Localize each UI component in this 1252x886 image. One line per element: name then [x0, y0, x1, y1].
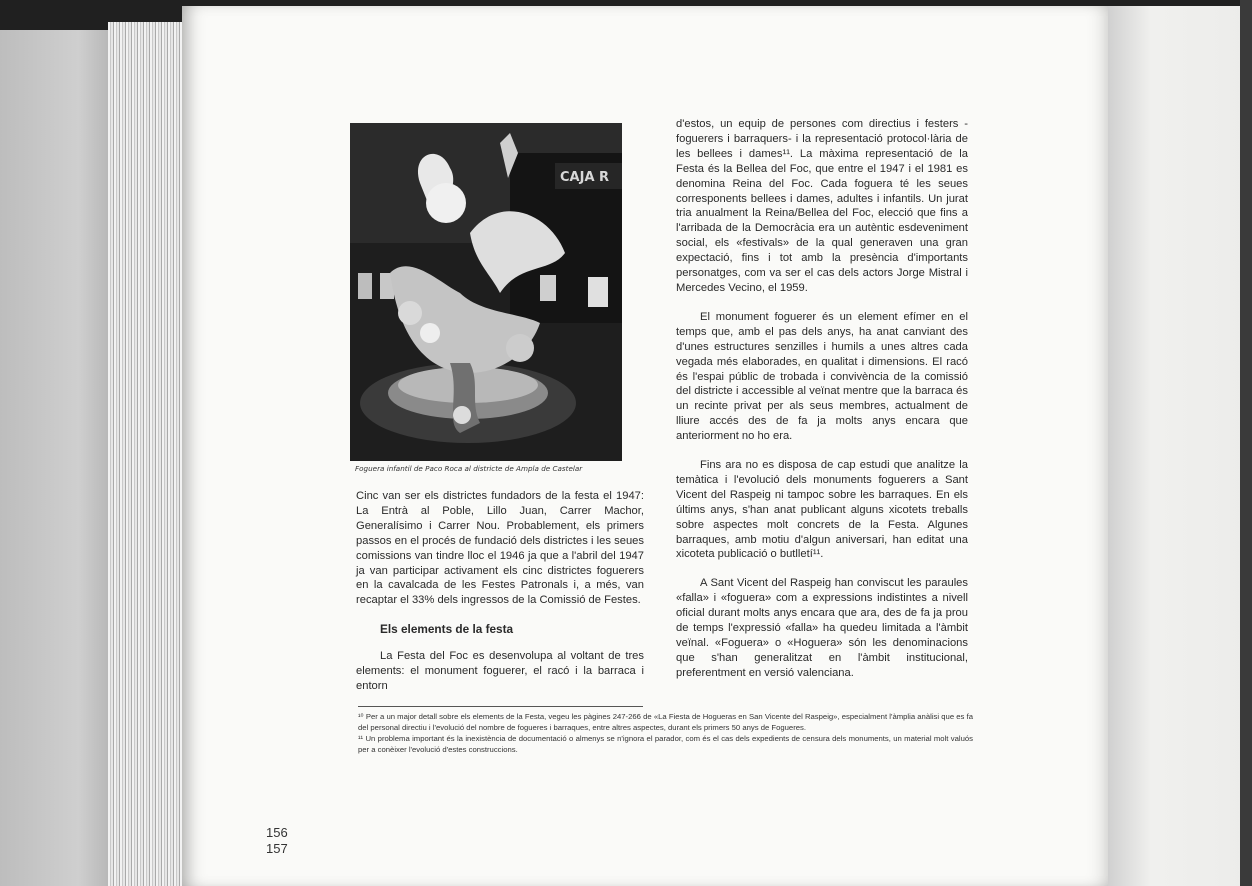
right-column: [676, 117, 968, 681]
foguera-photo: [350, 123, 622, 461]
page-number-left: 156: [266, 825, 288, 840]
left-column: [356, 489, 644, 694]
sign-text: CAJA R: [560, 170, 610, 185]
page-number-right: 157: [266, 841, 288, 856]
paragraph: Cinc van ser els districtes fundadors de la festa el 1947: La Entrà al Poble, Lillo Juan, Carrer Machor, Generalísimo i Carrer Nou. Probablement, els primers passos en el procés de fundació dels districtes i les seues comissions van tindre lloc el 1946 ja que a l'abril del 1947 ja van participar activament els cinc districtes foguerers en la cavalcada de les Festes Patronals i, a més, van recaptar el 33% dels ingressos de la Comissió de Festes.: [356, 490, 644, 607]
background-right: [1240, 0, 1252, 886]
footnote-10: ¹⁰ Per a un major detall sobre els elements de la Festa, vegeu les pàgines 247-266 de «La Fiesta de Hogueras en San Vicente del Raspeig», especialment l'àmplia anàlisi que es fa del personal directiu i l'evolució del nombre de fogueres i barraques, entre altres aspectes, durant els primers 50 anys de Fogueres.: [358, 712, 973, 732]
paragraph: A Sant Vicent del Raspeig han conviscut les paraules «falla» i «foguera» com a expressions indistintes a nivell oficial durant molts anys encara que ara, des de fa ja prou de temps l'expressió «falla» ha quedeu limitada a l'àmbit veïnal. «Foguera» o «Hoguera» són les denominacions que s'han generalitzat en l'àmbit institucional, preferentment en versió valenciana.: [676, 577, 968, 679]
paragraph: Fins ara no es disposa de cap estudi que analitze la temàtica i l'evolució dels monuments foguerers a Sant Vicent del Raspeig ni tampoc sobre les barraques. En els últims anys, s'han anat publicant alguns xicotets treballs sobre aspectes molt concrets de la Festa. Algunes barraques, amb motiu d'algun aniversari, han editat una xicoteta publicació o butlletí¹¹.: [676, 459, 968, 561]
right-page: [1108, 6, 1252, 886]
left-page: [0, 30, 112, 886]
footnote-11: ¹¹ Un problema important és la inexistència de documentació o almenys se n'ignora el parador, com és el cas dels expedients de censura dels monuments, un material molt valuós per a conèixer l'evolució d'estes construccions.: [358, 734, 973, 754]
page-edges: [108, 22, 188, 886]
section-heading: Els elements de la festa: [380, 622, 514, 637]
photo-caption: Foguera infantil de Paco Roca al districte de Ampla de Castelar: [355, 464, 583, 473]
footnotes: [358, 711, 973, 755]
foguera-photo-image: [350, 123, 622, 461]
paragraph: La Festa del Foc es desenvolupa al voltant de tres elements: el monument foguerer, el racó i la barraca i entorn: [356, 650, 644, 692]
paragraph: d'estos, un equip de persones com directius i festers - foguerers i barraquers- i la representació protocol·lària de les bellees i dames¹¹. La màxima representació de la Festa és la Bellea del Foc, que entre el 1947 i el 1981 es denomina Reina del Foc. Cada foguera té les seues corresponents bellees i dames, adultes i infantils. Un jurat tria anualment la Reina/Bellea del Foc, elecció que fins a l'arribada de la Democràcia era un autèntic esdeveniment social, els «festivals» de la qual generaven una gran expectació, fins i tot amb la presència d'importants personatges, com va ser el cas dels actors Jorge Mistral i Mercedes Vecino, el 1959.: [676, 118, 968, 294]
paragraph: El monument foguerer és un element efímer en el temps que, amb el pas dels anys, ha anat canviant des d'unes estructures senzilles i humils a unes altres cada vegada més elaborades, en qualitat i dimensions. El racó és l'espai públic de trobada i convivència de la comissió del districte i accessible al veïnat mentre que la barraca és un recinte privat per als seus membres, actualment de lliure accés des de fa ja molts anys encara que anteriorment no ho era.: [676, 310, 968, 443]
footnote-divider: [358, 706, 643, 707]
